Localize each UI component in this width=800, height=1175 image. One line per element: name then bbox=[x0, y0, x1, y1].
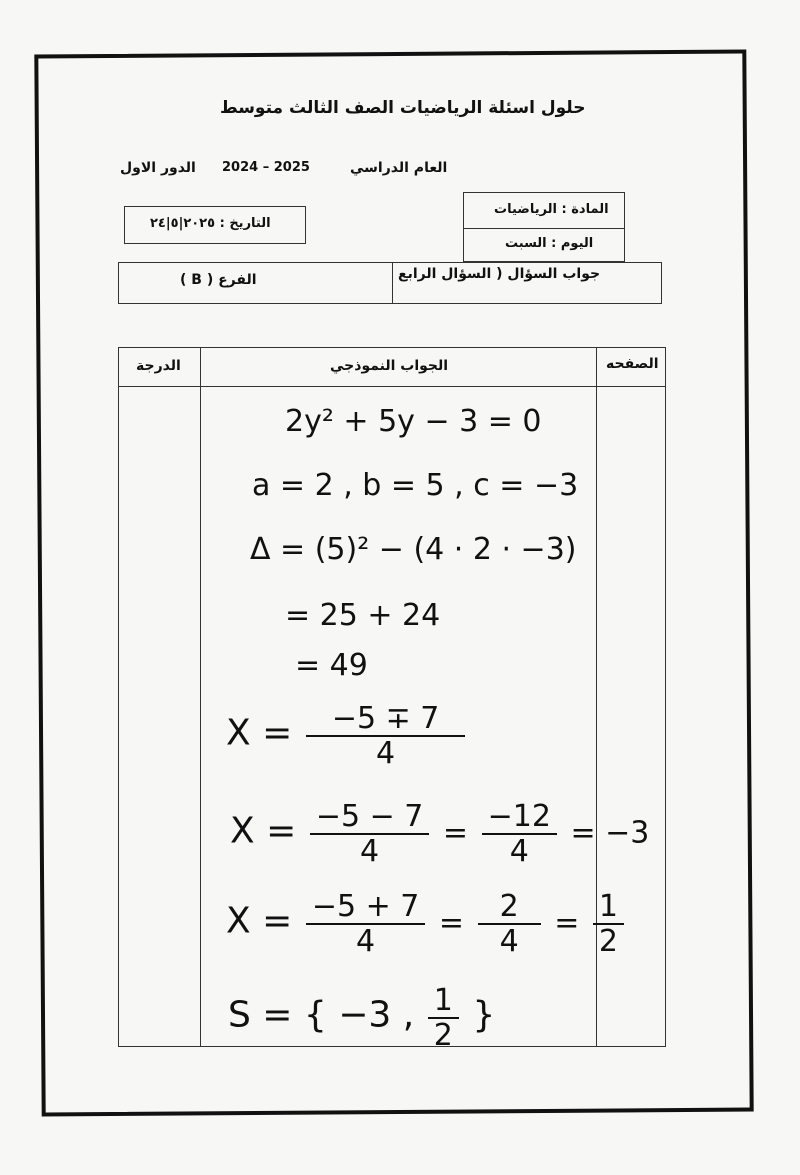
first-root-line: X = $\frac{-5 - 7}{4}$ = $\frac{-12}{4}$ = −3 bbox=[230, 799, 650, 869]
formula-fraction bbox=[306, 702, 466, 770]
exam-date: التاريخ : ٢٠٢٥|٥|٢٤ bbox=[150, 216, 271, 231]
fraction-numerator: −5 − 7 bbox=[310, 800, 430, 835]
branch-field: الفرع ( B ) bbox=[180, 272, 257, 288]
fraction bbox=[428, 984, 459, 1052]
solution-set-line bbox=[228, 984, 495, 1052]
fraction-denominator: 4 bbox=[499, 924, 519, 959]
fraction-denominator: 4 bbox=[376, 736, 396, 771]
fraction bbox=[306, 890, 426, 958]
x-prefix: X = bbox=[226, 712, 293, 754]
quadratic-formula bbox=[226, 702, 469, 770]
academic-year-value: 2024 – 2025 bbox=[222, 160, 310, 175]
academic-year-label: العام الدراسي bbox=[350, 160, 448, 176]
fraction-denominator: 2 bbox=[433, 1018, 453, 1053]
x-prefix: X = bbox=[226, 900, 293, 942]
fraction bbox=[310, 800, 430, 868]
discriminant-step: = 25 + 24 bbox=[285, 598, 441, 633]
fraction-numerator: −5 ∓ 7 bbox=[306, 702, 466, 737]
table-column-divider-left bbox=[200, 347, 201, 1047]
answer-question-divider bbox=[392, 262, 393, 304]
second-root-line: X = $\frac{-5 + 7}{4}$ = $\frac{2}{4}$ = $\frac{1}{2}$ bbox=[226, 890, 628, 958]
solution-set-prefix: S = { −3 , bbox=[228, 994, 415, 1036]
column-header-page: الصفحه bbox=[606, 356, 659, 372]
fraction bbox=[478, 890, 541, 958]
page-title: حلول اسئلة الرياضيات الصف الثالث متوسط bbox=[220, 98, 586, 118]
fraction bbox=[482, 800, 557, 868]
exam-round: الدور الاول bbox=[120, 160, 196, 176]
fraction bbox=[593, 890, 624, 958]
question-number: جواب السؤال ( السؤال الرابع bbox=[398, 266, 601, 282]
subject-day-divider bbox=[463, 228, 625, 229]
fraction-numerator: −12 bbox=[482, 800, 557, 835]
discriminant-result: = 49 bbox=[295, 648, 368, 683]
subject-field: المادة : الرياضيات bbox=[494, 202, 609, 217]
fraction-numerator: 1 bbox=[593, 890, 624, 925]
fraction-denominator: 2 bbox=[598, 924, 619, 959]
fraction-denominator: 4 bbox=[356, 924, 376, 959]
column-header-answer: الجواب النموذجي bbox=[330, 358, 449, 374]
coefficients-line: a = 2 , b = 5 , c = −3 bbox=[252, 468, 579, 503]
solution-set-suffix: } bbox=[472, 994, 496, 1036]
equation-line: 2y² + 5y − 3 = 0 bbox=[285, 404, 542, 439]
fraction-denominator: 4 bbox=[509, 834, 529, 869]
fraction-denominator: 4 bbox=[360, 834, 380, 869]
column-header-grade: الدرجة bbox=[136, 358, 181, 374]
discriminant-line: Δ = (5)² − (4 · 2 · −3) bbox=[250, 532, 577, 567]
day-field: اليوم : السبت bbox=[505, 236, 594, 251]
fraction-numerator: 2 bbox=[478, 890, 541, 925]
fraction-numerator: 1 bbox=[428, 984, 459, 1019]
fraction-numerator: −5 + 7 bbox=[306, 890, 426, 925]
x-prefix: X = bbox=[230, 810, 297, 852]
first-root-result: = −3 bbox=[570, 815, 650, 851]
